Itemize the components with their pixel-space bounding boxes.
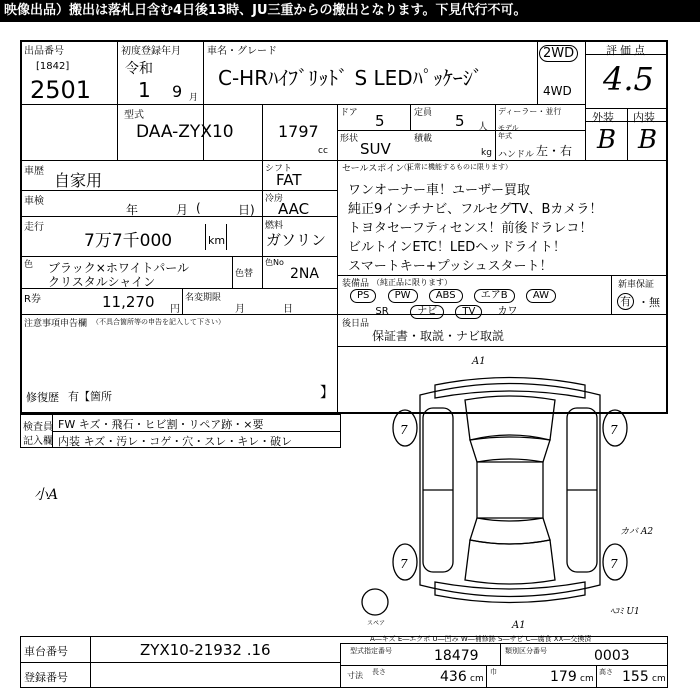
- accessories: 保証書・取説・ナビ取説: [372, 329, 505, 343]
- name-change-month-unit: 月: [235, 304, 245, 315]
- load-unit: kg: [481, 148, 492, 158]
- fuel-label: 燃料: [265, 221, 284, 231]
- rating-score: 4.5: [603, 60, 654, 98]
- selling-point-3: トヨタセーフティセンス！前後ドラレコ！: [348, 221, 593, 236]
- lot-label: 出品番号: [24, 46, 64, 57]
- new-car-warranty-label: 新車保証: [618, 280, 655, 290]
- notes-label: 注意事項申告欄: [24, 319, 88, 329]
- size-label: 寸法: [347, 671, 363, 680]
- ac: AAC: [278, 200, 310, 218]
- rating-label: 評価点: [606, 44, 648, 57]
- name-change-day-unit: 日: [283, 304, 293, 315]
- equip-abs: ABS: [429, 289, 463, 303]
- selling-point-1: ワンオーナー車！ユーザー買取: [348, 183, 531, 198]
- new-car-warranty-no: ・無: [638, 296, 660, 309]
- height-label: 高さ: [599, 668, 613, 676]
- exterior-label: 外装: [592, 111, 614, 124]
- width-label: 巾: [490, 668, 497, 676]
- registration-month: 9: [172, 82, 183, 101]
- equip-tv: TV: [455, 305, 482, 319]
- drive-2wd: [539, 45, 578, 62]
- shape: SUV: [360, 140, 391, 158]
- inspection-year-unit: 年: [126, 203, 139, 217]
- model-year-label: モデル年式: [498, 124, 519, 140]
- equip-leather: カワ: [497, 306, 518, 317]
- damage-mark-right-side: カバ A2: [620, 527, 654, 537]
- inspector-row-1: FW キズ・飛石・ヒビ割・リペア跡・×要: [58, 418, 264, 431]
- damage-legend: A―キズ E―エクボ U―凹み W―補修跡 S―サビ C―腐食 XX―交換済: [370, 635, 592, 643]
- shift: FAT: [276, 171, 302, 189]
- recycle-label: R券: [24, 294, 41, 305]
- mileage: 7万7千000: [84, 231, 173, 251]
- spare-label: スペア: [367, 620, 386, 627]
- shape-label: 形状: [340, 134, 359, 144]
- notes-sub-label: （不具合箇所等の申告を記入して下さい）: [92, 318, 225, 326]
- equip-sr: SR: [375, 306, 389, 317]
- capacity-unit: 人: [478, 122, 488, 133]
- new-car-warranty-yes: [617, 293, 634, 310]
- chassis-label: 車台番号: [24, 645, 68, 658]
- color-line1: ブラック×ホワイトパール: [48, 261, 189, 275]
- damage-mark-front: A1: [472, 356, 486, 367]
- repair-close-bracket: 】: [320, 385, 334, 401]
- equip-navi: ナビ: [410, 305, 444, 319]
- equip-pw: PW: [388, 289, 418, 303]
- capacity-label: 定員: [414, 108, 433, 118]
- designation-value-2: 0003: [594, 648, 630, 664]
- inspector-handwritten-note: 小A: [34, 487, 59, 503]
- wheel-mark-rr: 7: [610, 557, 618, 571]
- recycle-unit: 円: [170, 304, 180, 315]
- color-line2: クリスタルシャイン: [48, 275, 156, 289]
- model-label: 型式: [124, 110, 144, 121]
- car-name-label: 車名・グレード: [207, 46, 277, 57]
- inspector-label-2: 記入欄: [23, 436, 53, 447]
- car-name: C-HRﾊｲﾌﾞﾘｯﾄﾞ S LEDﾊﾟｯｹｰｼﾞ: [218, 66, 483, 90]
- designation-label-2: 類別区分番号: [505, 647, 547, 655]
- repair-history: 有【箇所: [68, 390, 112, 403]
- inspection-label: 車検: [24, 196, 44, 207]
- hood: [465, 396, 555, 440]
- color-label: 色: [24, 260, 34, 270]
- designation-value-1: 18479: [434, 648, 479, 664]
- length-unit: cm: [470, 674, 484, 684]
- equipment-row2: [357, 302, 518, 319]
- capacity: 5: [455, 112, 465, 130]
- equip-ps: PS: [350, 289, 376, 303]
- equipment-sub-label: （純正品に限ります）: [372, 278, 452, 287]
- width-unit: cm: [580, 674, 594, 684]
- inspection-open-paren: (: [196, 201, 201, 215]
- drive-2wd-text: 2WD: [543, 46, 575, 61]
- wheel-mark-fl: 7: [400, 423, 408, 437]
- rear-window: [470, 518, 550, 544]
- color-code: 2NA: [290, 266, 319, 282]
- new-car-warranty-yes-text: 有: [620, 295, 631, 308]
- selling-points-label: セールスポイント: [342, 164, 414, 174]
- displacement-unit: cc: [318, 146, 328, 156]
- selling-points-sub-label: （正常に機能するものに限ります）: [400, 163, 512, 171]
- equipment-row1: [350, 289, 556, 303]
- length-label: 長さ: [372, 668, 386, 676]
- handle-label: ハンドル: [498, 150, 535, 160]
- fuel: ガソリン: [266, 231, 327, 249]
- registration-year: 1: [138, 78, 151, 102]
- doors-label: ドア: [340, 108, 358, 118]
- doors: 5: [375, 112, 385, 130]
- recycle-fee: 11,270: [102, 293, 155, 311]
- registration-era: 令和: [125, 61, 153, 77]
- equip-aw: AW: [526, 289, 556, 303]
- lot-number: 2501: [30, 76, 92, 104]
- displacement: 1797: [278, 122, 319, 141]
- repair-history-label: 修復歴: [26, 391, 59, 404]
- wheel-mark-rl: 7: [400, 557, 408, 571]
- interior-grade: B: [638, 125, 658, 155]
- equip-airbag: エアB: [474, 289, 515, 303]
- header-notice: 映像出品）搬出は落札日含む4日後13時、JU三重からの搬出となります。下見代行不可。: [0, 0, 700, 22]
- lot-sub-number: [1842]: [36, 61, 70, 72]
- spare-tire: [362, 589, 388, 615]
- usage-label: 車歴: [24, 166, 44, 177]
- shift-label: シフト: [265, 164, 293, 174]
- selling-point-5: スマートキー+プッシュスタート！: [348, 259, 553, 274]
- roof: [477, 462, 543, 518]
- height-unit: cm: [652, 674, 666, 684]
- ac-label: 冷房: [265, 194, 284, 204]
- chassis-number: ZYX10-21932 .16: [140, 641, 271, 659]
- registration-label: 初度登録年月: [121, 46, 181, 57]
- accessories-label: 後日品: [342, 319, 370, 329]
- inspection-month-unit: 月: [176, 203, 189, 217]
- selling-point-2: 純正9インチナビ、フルセグTV、Bカメラ！: [348, 202, 603, 217]
- designation-label-1: 型式指定番号: [350, 647, 392, 655]
- inspector-row-2: 内装 キズ・汚レ・コゲ・穴・スレ・キレ・破レ: [58, 435, 293, 448]
- damage-mark-rear-wheel: ﾍｺﾐ U1: [610, 607, 640, 617]
- exterior-grade: B: [597, 125, 617, 155]
- width: 179: [550, 669, 577, 685]
- wheel-mark-fr: 7: [610, 423, 618, 437]
- reg-number-label: 登録番号: [24, 671, 68, 684]
- usage: 自家用: [54, 171, 103, 190]
- drive-4wd: 4WD: [543, 84, 572, 98]
- name-change-label: 名変期限: [185, 293, 222, 303]
- interior-label: 内装: [633, 111, 655, 124]
- mileage-label: 走行: [24, 222, 44, 233]
- mileage-unit: km: [208, 234, 226, 247]
- color-no-label: 色No: [265, 258, 284, 267]
- equipment-label: 装備品: [342, 279, 370, 289]
- trunk: [465, 540, 555, 584]
- model: DAA-ZYX10: [136, 122, 234, 142]
- inspection-day-unit: 日): [238, 203, 255, 217]
- damage-mark-rear: A1: [512, 620, 526, 631]
- handle: 左・右: [536, 144, 573, 158]
- selling-point-4: ビルトインETC！LEDヘッドライト！: [348, 240, 566, 255]
- dealer-label: ディーラー・並行: [498, 107, 562, 116]
- length: 436: [440, 669, 467, 685]
- color-code-label: 色替: [235, 269, 254, 279]
- inspector-label-1: 検査員: [23, 422, 53, 433]
- registration-month-unit: 月: [189, 93, 199, 103]
- car-damage-diagram: [345, 350, 675, 635]
- load-label: 積載: [414, 134, 433, 144]
- height: 155: [622, 669, 649, 685]
